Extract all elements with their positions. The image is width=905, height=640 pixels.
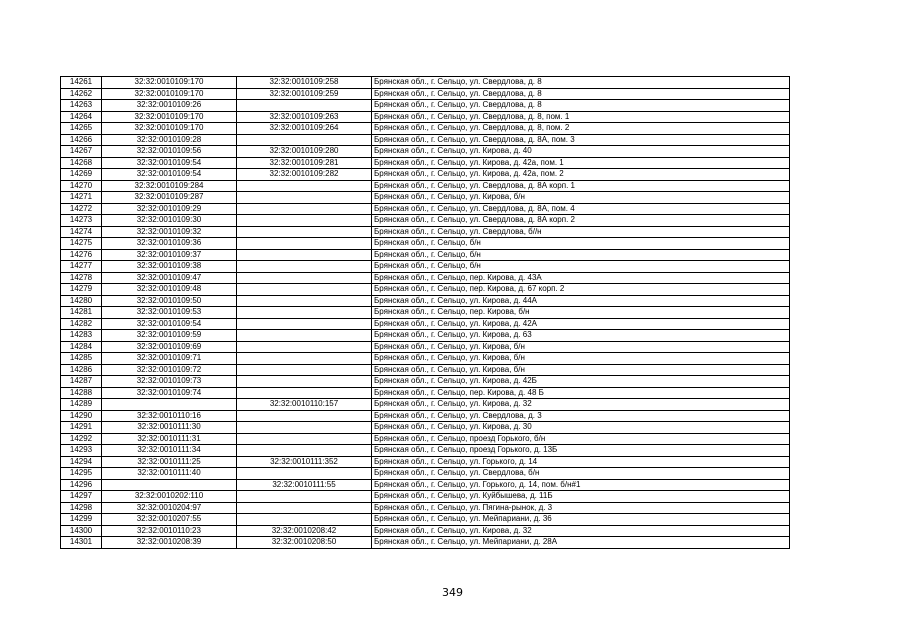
table-row [61, 249, 790, 261]
row-number-cell: 14262 [61, 88, 102, 100]
cadastral-number-cell: 32:32:0010208:39 [102, 537, 237, 549]
address-cell: Брянская обл., г. Сельцо, ул. Кирова, б/н [372, 192, 790, 204]
cadastral-number-cell: 32:32:0010109:284 [102, 180, 237, 192]
table-row [61, 364, 790, 376]
address-cell: Брянская обл., г. Сельцо, ул. Пягина-рынок, д. 3 [372, 502, 790, 514]
address-cell: Брянская обл., г. Сельцо, б/н [372, 249, 790, 261]
row-number-cell: 14275 [61, 238, 102, 250]
address-cell: Брянская обл., г. Сельцо, ул. Кирова, д. 63 [372, 330, 790, 342]
cadastral-number-cell: 32:32:0010109:74 [102, 387, 237, 399]
address-cell: Брянская обл., г. Сельцо, ул. Свердлова, д. 3 [372, 410, 790, 422]
sub-cadastral-number-cell [237, 341, 372, 353]
table-row [61, 525, 790, 537]
row-number-cell: 14287 [61, 376, 102, 388]
table-row [61, 399, 790, 411]
address-cell: Брянская обл., г. Сельцо, ул. Кирова, д. 32 [372, 399, 790, 411]
row-number-cell: 14281 [61, 307, 102, 319]
sub-cadastral-number-cell: 32:32:0010109:258 [237, 77, 372, 89]
sub-cadastral-number-cell: 32:32:0010208:42 [237, 525, 372, 537]
sub-cadastral-number-cell [237, 353, 372, 365]
address-cell: Брянская обл., г. Сельцо, б/н [372, 261, 790, 273]
sub-cadastral-number-cell [237, 272, 372, 284]
table-row [61, 180, 790, 192]
row-number-cell: 14276 [61, 249, 102, 261]
sub-cadastral-number-cell [237, 364, 372, 376]
table-row [61, 537, 790, 549]
sub-cadastral-number-cell: 32:32:0010208:50 [237, 537, 372, 549]
sub-cadastral-number-cell: 32:32:0010109:263 [237, 111, 372, 123]
row-number-cell: 14295 [61, 468, 102, 480]
table-row [61, 192, 790, 204]
cadastral-number-cell: 32:32:0010109:287 [102, 192, 237, 204]
sub-cadastral-number-cell [237, 514, 372, 526]
address-cell: Брянская обл., г. Сельцо, ул. Мейпариани, д. 28А [372, 537, 790, 549]
table-row [61, 410, 790, 422]
row-number-cell: 14284 [61, 341, 102, 353]
address-cell: Брянская обл., г. Сельцо, ул. Свердлова, д. 8А корп. 1 [372, 180, 790, 192]
address-cell: Брянская обл., г. Сельцо, ул. Свердлова, д. 8 [372, 88, 790, 100]
cadastral-number-cell: 32:32:0010202:110 [102, 491, 237, 503]
sub-cadastral-number-cell [237, 226, 372, 238]
address-cell: Брянская обл., г. Сельцо, ул. Кирова, б/н [372, 341, 790, 353]
row-number-cell: 14266 [61, 134, 102, 146]
row-number-cell: 14261 [61, 77, 102, 89]
address-cell: Брянская обл., г. Сельцо, ул. Кирова, д. 44А [372, 295, 790, 307]
table-row [61, 111, 790, 123]
address-cell: Брянская обл., г. Сельцо, пер. Кирова, б/н [372, 307, 790, 319]
cadastral-number-cell: 32:32:0010109:38 [102, 261, 237, 273]
cadastral-number-cell [102, 479, 237, 491]
table-row [61, 100, 790, 112]
row-number-cell: 14286 [61, 364, 102, 376]
address-cell: Брянская обл., г. Сельцо, ул. Кирова, д. 30 [372, 422, 790, 434]
cadastral-number-cell: 32:32:0010109:26 [102, 100, 237, 112]
sub-cadastral-number-cell: 32:32:0010109:281 [237, 157, 372, 169]
sub-cadastral-number-cell: 32:32:0010111:352 [237, 456, 372, 468]
table-row [61, 272, 790, 284]
sub-cadastral-number-cell [237, 410, 372, 422]
row-number-cell: 14296 [61, 479, 102, 491]
address-cell: Брянская обл., г. Сельцо, ул. Кирова, б/н [372, 364, 790, 376]
cadastral-number-cell: 32:32:0010109:30 [102, 215, 237, 227]
table-row [61, 502, 790, 514]
address-cell: Брянская обл., г. Сельцо, ул. Кирова, д. 42Б [372, 376, 790, 388]
sub-cadastral-number-cell [237, 295, 372, 307]
table-row [61, 295, 790, 307]
row-number-cell: 14265 [61, 123, 102, 135]
row-number-cell: 14263 [61, 100, 102, 112]
table-row [61, 77, 790, 89]
row-number-cell: 14267 [61, 146, 102, 158]
row-number-cell: 14289 [61, 399, 102, 411]
row-number-cell: 14277 [61, 261, 102, 273]
table-row [61, 123, 790, 135]
table-row [61, 433, 790, 445]
cadastral-number-cell: 32:32:0010109:50 [102, 295, 237, 307]
table-row [61, 491, 790, 503]
row-number-cell: 14283 [61, 330, 102, 342]
cadastral-number-cell: 32:32:0010109:48 [102, 284, 237, 296]
cadastral-number-cell: 32:32:0010109:59 [102, 330, 237, 342]
table-row [61, 169, 790, 181]
cadastral-number-cell: 32:32:0010109:28 [102, 134, 237, 146]
address-cell: Брянская обл., г. Сельцо, ул. Свердлова, д. 8А корп. 2 [372, 215, 790, 227]
registry-table-body [61, 77, 790, 549]
sub-cadastral-number-cell [237, 491, 372, 503]
cadastral-number-cell: 32:32:0010110:16 [102, 410, 237, 422]
table-row [61, 387, 790, 399]
cadastral-number-cell: 32:32:0010111:31 [102, 433, 237, 445]
cadastral-number-cell: 32:32:0010109:54 [102, 318, 237, 330]
row-number-cell: 14292 [61, 433, 102, 445]
table-row [61, 468, 790, 480]
address-cell: Брянская обл., г. Сельцо, ул. Кирова, д. 42а, пом. 1 [372, 157, 790, 169]
sub-cadastral-number-cell [237, 445, 372, 457]
sub-cadastral-number-cell [237, 387, 372, 399]
address-cell: Брянская обл., г. Сельцо, пер. Кирова, д. 48 Б [372, 387, 790, 399]
cadastral-number-cell: 32:32:0010110:23 [102, 525, 237, 537]
sub-cadastral-number-cell [237, 100, 372, 112]
sub-cadastral-number-cell: 32:32:0010109:280 [237, 146, 372, 158]
table-row [61, 341, 790, 353]
cadastral-number-cell: 32:32:0010109:170 [102, 77, 237, 89]
sub-cadastral-number-cell [237, 215, 372, 227]
address-cell: Брянская обл., г. Сельцо, ул. Свердлова, д. 8А, пом. 4 [372, 203, 790, 215]
address-cell: Брянская обл., г. Сельцо, ул. Кирова, д. 32 [372, 525, 790, 537]
cadastral-number-cell: 32:32:0010111:25 [102, 456, 237, 468]
sub-cadastral-number-cell [237, 468, 372, 480]
address-cell: Брянская обл., г. Сельцо, ул. Свердлова, д. 8А, пом. 3 [372, 134, 790, 146]
sub-cadastral-number-cell [237, 502, 372, 514]
cadastral-number-cell: 32:32:0010109:53 [102, 307, 237, 319]
address-cell: Брянская обл., г. Сельцо, ул. Кирова, б/н [372, 353, 790, 365]
table-row [61, 284, 790, 296]
row-number-cell: 14279 [61, 284, 102, 296]
cadastral-number-cell: 32:32:0010109:170 [102, 111, 237, 123]
cadastral-number-cell: 32:32:0010204:97 [102, 502, 237, 514]
sub-cadastral-number-cell [237, 307, 372, 319]
row-number-cell: 14297 [61, 491, 102, 503]
cadastral-number-cell: 32:32:0010109:54 [102, 157, 237, 169]
row-number-cell: 14273 [61, 215, 102, 227]
table-row [61, 422, 790, 434]
table-row [61, 307, 790, 319]
table-row [61, 203, 790, 215]
table-row [61, 318, 790, 330]
cadastral-number-cell: 32:32:0010109:170 [102, 123, 237, 135]
address-cell: Брянская обл., г. Сельцо, проезд Горького, д. 13Б [372, 445, 790, 457]
address-cell: Брянская обл., г. Сельцо, ул. Мейпариани, д. 36 [372, 514, 790, 526]
sub-cadastral-number-cell [237, 330, 372, 342]
table-row [61, 479, 790, 491]
row-number-cell: 14270 [61, 180, 102, 192]
cadastral-number-cell: 32:32:0010109:72 [102, 364, 237, 376]
row-number-cell: 14272 [61, 203, 102, 215]
cadastral-number-cell: 32:32:0010109:73 [102, 376, 237, 388]
cadastral-number-cell: 32:32:0010111:30 [102, 422, 237, 434]
cadastral-number-cell: 32:32:0010109:170 [102, 88, 237, 100]
row-number-cell: 14264 [61, 111, 102, 123]
address-cell: Брянская обл., г. Сельцо, ул. Куйбышева, д. 11Б [372, 491, 790, 503]
cadastral-number-cell: 32:32:0010207:55 [102, 514, 237, 526]
address-cell: Брянская обл., г. Сельцо, пер. Кирова, д. 67 корп. 2 [372, 284, 790, 296]
sub-cadastral-number-cell [237, 203, 372, 215]
cadastral-number-cell: 32:32:0010109:29 [102, 203, 237, 215]
table-row [61, 226, 790, 238]
row-number-cell: 14280 [61, 295, 102, 307]
address-cell: Брянская обл., г. Сельцо, ул. Кирова, д. 42а, пом. 2 [372, 169, 790, 181]
address-cell: Брянская обл., г. Сельцо, ул. Кирова, д. 42А [372, 318, 790, 330]
table-row [61, 215, 790, 227]
row-number-cell: 14298 [61, 502, 102, 514]
row-number-cell: 14293 [61, 445, 102, 457]
cadastral-number-cell: 32:32:0010111:34 [102, 445, 237, 457]
table-row [61, 134, 790, 146]
cadastral-number-cell [102, 399, 237, 411]
sub-cadastral-number-cell [237, 134, 372, 146]
address-cell: Брянская обл., г. Сельцо, б/н [372, 238, 790, 250]
cadastral-number-cell: 32:32:0010109:69 [102, 341, 237, 353]
cadastral-number-cell: 32:32:0010109:32 [102, 226, 237, 238]
row-number-cell: 14269 [61, 169, 102, 181]
address-cell: Брянская обл., г. Сельцо, ул. Горького, д. 14 [372, 456, 790, 468]
address-cell: Брянская обл., г. Сельцо, ул. Свердлова, б/н [372, 468, 790, 480]
row-number-cell: 14290 [61, 410, 102, 422]
cadastral-number-cell: 32:32:0010109:36 [102, 238, 237, 250]
sub-cadastral-number-cell [237, 192, 372, 204]
sub-cadastral-number-cell: 32:32:0010109:264 [237, 123, 372, 135]
registry-table [60, 76, 790, 549]
address-cell: Брянская обл., г. Сельцо, ул. Горького, д. 14, пом. б/н#1 [372, 479, 790, 491]
table-row [61, 445, 790, 457]
row-number-cell: 14278 [61, 272, 102, 284]
address-cell: Брянская обл., г. Сельцо, проезд Горького, б/н [372, 433, 790, 445]
sub-cadastral-number-cell [237, 318, 372, 330]
sub-cadastral-number-cell [237, 284, 372, 296]
table-row [61, 261, 790, 273]
table-row [61, 146, 790, 158]
row-number-cell: 14271 [61, 192, 102, 204]
sub-cadastral-number-cell [237, 422, 372, 434]
table-row [61, 157, 790, 169]
sub-cadastral-number-cell: 32:32:0010110:157 [237, 399, 372, 411]
cadastral-number-cell: 32:32:0010111:40 [102, 468, 237, 480]
table-row [61, 376, 790, 388]
cadastral-number-cell: 32:32:0010109:71 [102, 353, 237, 365]
row-number-cell: 14291 [61, 422, 102, 434]
cadastral-number-cell: 32:32:0010109:54 [102, 169, 237, 181]
sub-cadastral-number-cell: 32:32:0010109:282 [237, 169, 372, 181]
sub-cadastral-number-cell [237, 180, 372, 192]
table-row [61, 456, 790, 468]
address-cell: Брянская обл., г. Сельцо, пер. Кирова, д. 43А [372, 272, 790, 284]
row-number-cell: 14282 [61, 318, 102, 330]
address-cell: Брянская обл., г. Сельцо, ул. Свердлова, д. 8, пом. 2 [372, 123, 790, 135]
table-row [61, 330, 790, 342]
sub-cadastral-number-cell: 32:32:0010109:259 [237, 88, 372, 100]
table-row [61, 514, 790, 526]
sub-cadastral-number-cell [237, 261, 372, 273]
row-number-cell: 14294 [61, 456, 102, 468]
sub-cadastral-number-cell: 32:32:0010111:55 [237, 479, 372, 491]
sub-cadastral-number-cell [237, 249, 372, 261]
sub-cadastral-number-cell [237, 376, 372, 388]
address-cell: Брянская обл., г. Сельцо, ул. Свердлова, д. 8 [372, 100, 790, 112]
address-cell: Брянская обл., г. Сельцо, ул. Свердлова, д. 8 [372, 77, 790, 89]
row-number-cell: 14288 [61, 387, 102, 399]
table-row [61, 88, 790, 100]
page-number: 349 [442, 586, 463, 599]
table-row [61, 238, 790, 250]
table-row [61, 353, 790, 365]
row-number-cell: 14274 [61, 226, 102, 238]
row-number-cell: 14300 [61, 525, 102, 537]
address-cell: Брянская обл., г. Сельцо, ул. Свердлова, д. 8, пом. 1 [372, 111, 790, 123]
cadastral-number-cell: 32:32:0010109:37 [102, 249, 237, 261]
cadastral-number-cell: 32:32:0010109:47 [102, 272, 237, 284]
sub-cadastral-number-cell [237, 433, 372, 445]
cadastral-number-cell: 32:32:0010109:56 [102, 146, 237, 158]
row-number-cell: 14299 [61, 514, 102, 526]
row-number-cell: 14285 [61, 353, 102, 365]
row-number-cell: 14301 [61, 537, 102, 549]
row-number-cell: 14268 [61, 157, 102, 169]
address-cell: Брянская обл., г. Сельцо, ул. Свердлова, б//н [372, 226, 790, 238]
address-cell: Брянская обл., г. Сельцо, ул. Кирова, д. 40 [372, 146, 790, 158]
sub-cadastral-number-cell [237, 238, 372, 250]
